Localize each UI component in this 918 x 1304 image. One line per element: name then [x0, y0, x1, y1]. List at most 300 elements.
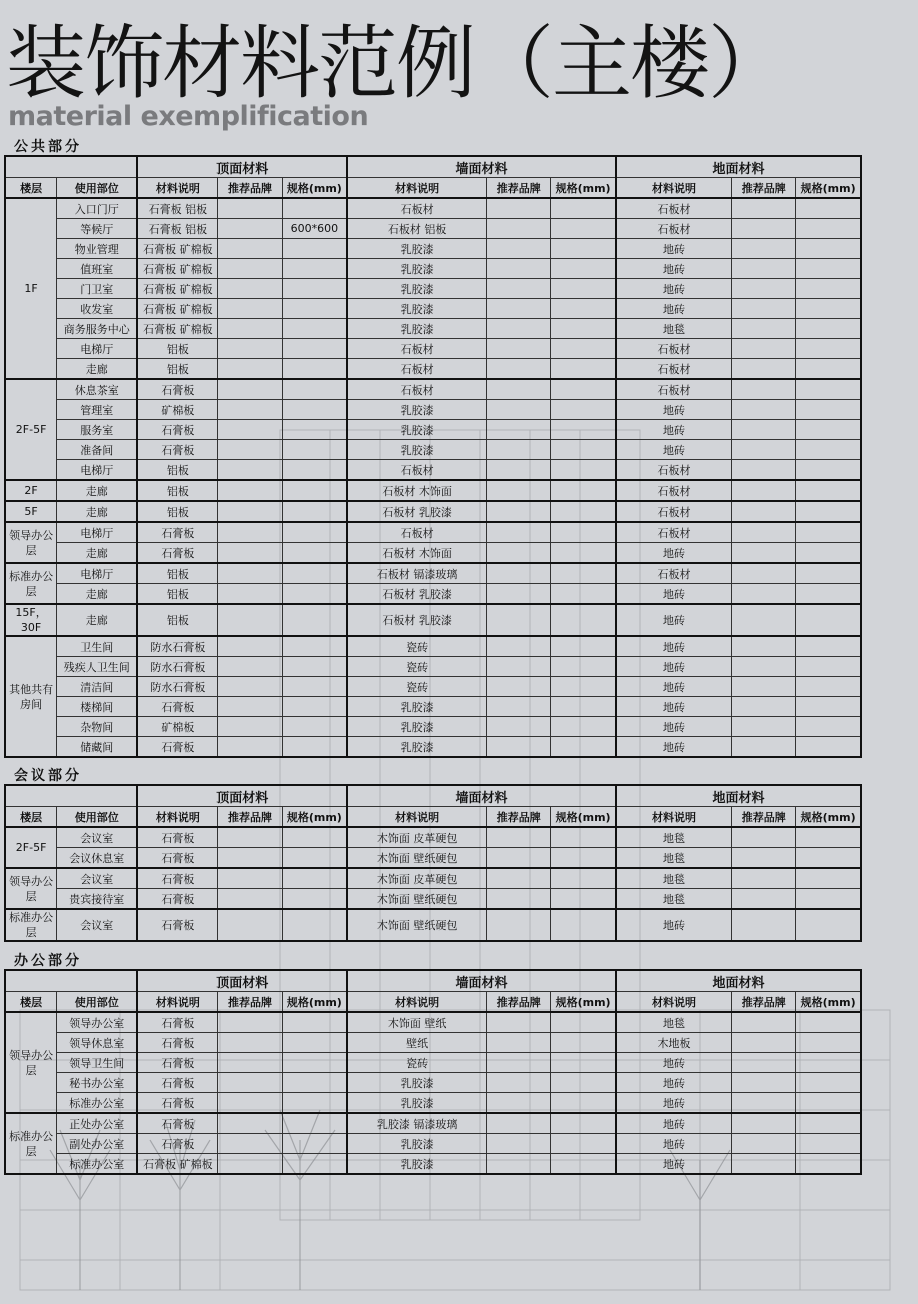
- ceiling-spec-cell: [282, 717, 347, 737]
- wall-spec-cell: [551, 1113, 616, 1134]
- wall-brand-cell: [487, 677, 551, 697]
- floor-desc-cell: 石板材: [616, 480, 732, 501]
- ceiling-desc-cell: 铝板: [137, 480, 218, 501]
- floor-spec-cell: [796, 1033, 861, 1053]
- use-cell: 走廊: [57, 584, 138, 605]
- wall-desc-cell: 乳胶漆: [347, 1073, 487, 1093]
- wall-desc-cell: 乳胶漆: [347, 717, 487, 737]
- col-floor: 楼层: [5, 178, 57, 199]
- table-row: [5, 657, 861, 677]
- wall-desc-cell: 木饰面 皮革硬包: [347, 827, 487, 848]
- col-wall-spec: 规格(mm): [551, 178, 616, 199]
- floor-cell: 领导办公层: [5, 1012, 57, 1113]
- floor-brand-cell: [732, 239, 796, 259]
- floor-spec-cell: [796, 717, 861, 737]
- table-row: [5, 460, 861, 481]
- wall-desc-cell: 乳胶漆: [347, 319, 487, 339]
- table-row: [5, 359, 861, 380]
- public-area-table: [4, 155, 862, 758]
- floor-desc-cell: 木地板: [616, 1033, 732, 1053]
- floor-desc-cell: 地毯: [616, 889, 732, 910]
- use-cell: 领导卫生间: [57, 1053, 138, 1073]
- wall-brand-cell: [487, 1073, 551, 1093]
- use-cell: 电梯厅: [57, 563, 138, 584]
- floor-brand-cell: [732, 1012, 796, 1033]
- ceiling-desc-cell: 石膏板: [137, 1134, 218, 1154]
- col-ceiling-spec: 规格(mm): [282, 992, 347, 1013]
- wall-spec-cell: [551, 319, 616, 339]
- floor-desc-cell: 地砖: [616, 1093, 732, 1114]
- use-cell: 杂物间: [57, 717, 138, 737]
- ceiling-desc-cell: 石膏板 铝板: [137, 198, 218, 219]
- ceiling-desc-cell: 石膏板: [137, 1093, 218, 1114]
- use-cell: 物业管理: [57, 239, 138, 259]
- table-row: [5, 1012, 861, 1033]
- floor-spec-cell: [796, 259, 861, 279]
- table-column-header: [5, 992, 861, 1013]
- use-cell: 电梯厅: [57, 460, 138, 481]
- col-use: 使用部位: [57, 178, 138, 199]
- floor-desc-cell: 地砖: [616, 657, 732, 677]
- ceiling-spec-cell: [282, 198, 347, 219]
- floor-desc-cell: 石板材: [616, 563, 732, 584]
- ceiling-brand-cell: [218, 339, 282, 359]
- ceiling-brand-cell: [218, 737, 282, 758]
- wall-spec-cell: [551, 1053, 616, 1073]
- wall-brand-cell: [487, 440, 551, 460]
- floor-brand-cell: [732, 604, 796, 636]
- blank-cell: [5, 156, 137, 178]
- floor-cell: 领导办公层: [5, 522, 57, 563]
- ceiling-brand-cell: [218, 563, 282, 584]
- ceiling-spec-cell: [282, 460, 347, 481]
- ceiling-spec-cell: [282, 319, 347, 339]
- table-row: [5, 319, 861, 339]
- wall-brand-cell: [487, 460, 551, 481]
- floor-spec-cell: [796, 219, 861, 239]
- floor-spec-cell: [796, 604, 861, 636]
- floor-cell: 15F，30F: [5, 604, 57, 636]
- floor-spec-cell: [796, 339, 861, 359]
- floor-brand-cell: [732, 259, 796, 279]
- wall-desc-cell: 瓷砖: [347, 1053, 487, 1073]
- wall-brand-cell: [487, 717, 551, 737]
- use-cell: 走廊: [57, 543, 138, 564]
- wall-desc-cell: 木饰面 皮革硬包: [347, 868, 487, 889]
- wall-brand-cell: [487, 889, 551, 910]
- floor-spec-cell: [796, 1012, 861, 1033]
- ceiling-desc-cell: 石膏板 矿棉板: [137, 319, 218, 339]
- ceiling-spec-cell: [282, 604, 347, 636]
- ceiling-desc-cell: 铝板: [137, 501, 218, 522]
- ceiling-spec-cell: [282, 657, 347, 677]
- wall-spec-cell: [551, 379, 616, 400]
- wall-spec-cell: [551, 636, 616, 657]
- col-floor-spec: 规格(mm): [796, 178, 861, 199]
- floor-spec-cell: [796, 584, 861, 605]
- wall-desc-cell: 乳胶漆: [347, 697, 487, 717]
- table-row: [5, 480, 861, 501]
- ceiling-brand-cell: [218, 584, 282, 605]
- wall-brand-cell: [487, 522, 551, 543]
- floor-spec-cell: [796, 543, 861, 564]
- ceiling-brand-cell: [218, 359, 282, 380]
- table-row: [5, 279, 861, 299]
- ceiling-brand-cell: [218, 400, 282, 420]
- ceiling-desc-cell: 石膏板: [137, 909, 218, 941]
- wall-desc-cell: 石板材: [347, 198, 487, 219]
- office-area-table: [4, 969, 862, 1175]
- floor-brand-cell: [732, 522, 796, 543]
- table-row: [5, 636, 861, 657]
- col-wall-desc: 材料说明: [347, 992, 487, 1013]
- wall-spec-cell: [551, 460, 616, 481]
- page-title: 装饰材料范例（主楼）: [6, 17, 786, 110]
- floor-desc-cell: 地毯: [616, 848, 732, 869]
- wall-brand-cell: [487, 543, 551, 564]
- floor-desc-cell: 地砖: [616, 717, 732, 737]
- wall-spec-cell: [551, 697, 616, 717]
- floor-brand-cell: [732, 909, 796, 941]
- ceiling-spec-cell: [282, 339, 347, 359]
- floor-brand-cell: [732, 563, 796, 584]
- use-cell: 副处办公室: [57, 1134, 138, 1154]
- ceiling-spec-cell: 600*600: [282, 219, 347, 239]
- ceiling-material-header: 顶面材料: [137, 970, 347, 992]
- wall-spec-cell: [551, 543, 616, 564]
- ceiling-material-header: 顶面材料: [137, 785, 347, 807]
- wall-spec-cell: [551, 359, 616, 380]
- table-row: [5, 604, 861, 636]
- ceiling-brand-cell: [218, 259, 282, 279]
- wall-desc-cell: 乳胶漆: [347, 400, 487, 420]
- floor-spec-cell: [796, 440, 861, 460]
- floor-spec-cell: [796, 1053, 861, 1073]
- wall-spec-cell: [551, 1033, 616, 1053]
- floor-spec-cell: [796, 460, 861, 481]
- floor-spec-cell: [796, 1073, 861, 1093]
- col-floor-desc: 材料说明: [616, 807, 732, 828]
- ceiling-desc-cell: 石膏板: [137, 1012, 218, 1033]
- floor-spec-cell: [796, 1093, 861, 1114]
- use-cell: 清洁间: [57, 677, 138, 697]
- wall-spec-cell: [551, 1154, 616, 1175]
- floor-spec-cell: [796, 522, 861, 543]
- floor-brand-cell: [732, 400, 796, 420]
- floor-desc-cell: 石板材: [616, 522, 732, 543]
- table-column-header: [5, 807, 861, 828]
- col-ceiling-spec: 规格(mm): [282, 807, 347, 828]
- col-floor-brand: 推荐品牌: [732, 807, 796, 828]
- floor-brand-cell: [732, 697, 796, 717]
- table-row: [5, 420, 861, 440]
- ceiling-spec-cell: [282, 737, 347, 758]
- ceiling-brand-cell: [218, 219, 282, 239]
- wall-material-header: 墙面材料: [347, 970, 616, 992]
- floor-spec-cell: [796, 563, 861, 584]
- ceiling-brand-cell: [218, 604, 282, 636]
- wall-brand-cell: [487, 319, 551, 339]
- ceiling-spec-cell: [282, 480, 347, 501]
- floor-brand-cell: [732, 584, 796, 605]
- ceiling-brand-cell: [218, 657, 282, 677]
- floor-desc-cell: 地砖: [616, 737, 732, 758]
- ceiling-desc-cell: 石膏板: [137, 1053, 218, 1073]
- floor-spec-cell: [796, 359, 861, 380]
- floor-desc-cell: 地砖: [616, 1073, 732, 1093]
- wall-brand-cell: [487, 848, 551, 869]
- ceiling-desc-cell: 铝板: [137, 563, 218, 584]
- ceiling-brand-cell: [218, 1053, 282, 1073]
- ceiling-spec-cell: [282, 1053, 347, 1073]
- floor-brand-cell: [732, 1113, 796, 1134]
- use-cell: 门卫室: [57, 279, 138, 299]
- floor-cell: 2F-5F: [5, 827, 57, 868]
- ceiling-spec-cell: [282, 400, 347, 420]
- col-wall-spec: 规格(mm): [551, 992, 616, 1013]
- ceiling-desc-cell: 矿棉板: [137, 717, 218, 737]
- floor-brand-cell: [732, 460, 796, 481]
- floor-desc-cell: 地砖: [616, 697, 732, 717]
- table-row: [5, 1073, 861, 1093]
- col-use: 使用部位: [57, 992, 138, 1013]
- ceiling-brand-cell: [218, 543, 282, 564]
- use-cell: 楼梯间: [57, 697, 138, 717]
- ceiling-desc-cell: 石膏板: [137, 827, 218, 848]
- wall-material-header: 墙面材料: [347, 156, 616, 178]
- floor-spec-cell: [796, 657, 861, 677]
- table-row: [5, 868, 861, 889]
- wall-spec-cell: [551, 1134, 616, 1154]
- use-cell: 会议休息室: [57, 848, 138, 869]
- floor-cell: 其他共有房间: [5, 636, 57, 757]
- ceiling-spec-cell: [282, 909, 347, 941]
- floor-desc-cell: 地毯: [616, 319, 732, 339]
- wall-desc-cell: 石板材 乳胶漆: [347, 501, 487, 522]
- wall-brand-cell: [487, 1134, 551, 1154]
- wall-desc-cell: 石板材: [347, 379, 487, 400]
- wall-spec-cell: [551, 522, 616, 543]
- wall-desc-cell: 石板材: [347, 339, 487, 359]
- wall-brand-cell: [487, 1053, 551, 1073]
- use-cell: 标准办公室: [57, 1154, 138, 1175]
- ceiling-desc-cell: 石膏板: [137, 848, 218, 869]
- wall-brand-cell: [487, 480, 551, 501]
- col-ceiling-desc: 材料说明: [137, 992, 218, 1013]
- ceiling-spec-cell: [282, 299, 347, 319]
- wall-desc-cell: 乳胶漆: [347, 239, 487, 259]
- use-cell: 等候厅: [57, 219, 138, 239]
- wall-spec-cell: [551, 239, 616, 259]
- floor-desc-cell: 地砖: [616, 604, 732, 636]
- floor-desc-cell: 地砖: [616, 440, 732, 460]
- wall-brand-cell: [487, 359, 551, 380]
- wall-brand-cell: [487, 1154, 551, 1175]
- floor-cell: 标准办公层: [5, 1113, 57, 1174]
- ceiling-brand-cell: [218, 697, 282, 717]
- wall-desc-cell: 石板材 镉漆玻璃: [347, 563, 487, 584]
- floor-cell: 1F: [5, 198, 57, 379]
- ceiling-desc-cell: 铝板: [137, 460, 218, 481]
- floor-brand-cell: [732, 636, 796, 657]
- floor-brand-cell: [732, 1093, 796, 1114]
- section-title-public: 公共部分: [14, 139, 82, 155]
- ceiling-spec-cell: [282, 239, 347, 259]
- floor-brand-cell: [732, 440, 796, 460]
- floor-brand-cell: [732, 737, 796, 758]
- wall-brand-cell: [487, 279, 551, 299]
- wall-desc-cell: 木饰面 壁纸硬包: [347, 848, 487, 869]
- table-row: [5, 1033, 861, 1053]
- floor-cell: 标准办公层: [5, 909, 57, 941]
- floor-desc-cell: 石板材: [616, 219, 732, 239]
- ceiling-desc-cell: 石膏板: [137, 868, 218, 889]
- ceiling-brand-cell: [218, 848, 282, 869]
- wall-spec-cell: [551, 480, 616, 501]
- wall-brand-cell: [487, 604, 551, 636]
- floor-desc-cell: 地砖: [616, 400, 732, 420]
- wall-spec-cell: [551, 604, 616, 636]
- wall-desc-cell: 乳胶漆: [347, 420, 487, 440]
- floor-brand-cell: [732, 1134, 796, 1154]
- wall-brand-cell: [487, 697, 551, 717]
- wall-desc-cell: 石板材 乳胶漆: [347, 584, 487, 605]
- table-row: [5, 677, 861, 697]
- table-group-header: [5, 785, 861, 807]
- col-ceiling-spec: 规格(mm): [282, 178, 347, 199]
- floor-desc-cell: 地砖: [616, 279, 732, 299]
- floor-desc-cell: 地砖: [616, 259, 732, 279]
- use-cell: 贵宾接待室: [57, 889, 138, 910]
- blank-cell: [5, 785, 137, 807]
- ceiling-brand-cell: [218, 480, 282, 501]
- table-row: [5, 1154, 861, 1175]
- col-ceiling-desc: 材料说明: [137, 807, 218, 828]
- floor-desc-cell: 地砖: [616, 909, 732, 941]
- ceiling-brand-cell: [218, 319, 282, 339]
- table-row: [5, 440, 861, 460]
- ceiling-brand-cell: [218, 299, 282, 319]
- ceiling-desc-cell: 防水石膏板: [137, 677, 218, 697]
- wall-desc-cell: 石板材 木饰面: [347, 480, 487, 501]
- floor-brand-cell: [732, 868, 796, 889]
- use-cell: 残疾人卫生间: [57, 657, 138, 677]
- wall-spec-cell: [551, 198, 616, 219]
- ceiling-spec-cell: [282, 1033, 347, 1053]
- ceiling-spec-cell: [282, 889, 347, 910]
- table-row: [5, 848, 861, 869]
- wall-desc-cell: 乳胶漆: [347, 1134, 487, 1154]
- col-wall-desc: 材料说明: [347, 178, 487, 199]
- floor-brand-cell: [732, 657, 796, 677]
- wall-desc-cell: 石板材 铝板: [347, 219, 487, 239]
- wall-spec-cell: [551, 737, 616, 758]
- table-row: [5, 339, 861, 359]
- use-cell: 秘书办公室: [57, 1073, 138, 1093]
- ceiling-brand-cell: [218, 501, 282, 522]
- wall-brand-cell: [487, 636, 551, 657]
- wall-desc-cell: 乳胶漆: [347, 737, 487, 758]
- wall-brand-cell: [487, 420, 551, 440]
- wall-spec-cell: [551, 420, 616, 440]
- use-cell: 值班室: [57, 259, 138, 279]
- ceiling-brand-cell: [218, 1033, 282, 1053]
- ceiling-brand-cell: [218, 1113, 282, 1134]
- wall-desc-cell: 木饰面 壁纸硬包: [347, 909, 487, 941]
- ceiling-spec-cell: [282, 584, 347, 605]
- floor-brand-cell: [732, 480, 796, 501]
- wall-spec-cell: [551, 563, 616, 584]
- ceiling-desc-cell: 石膏板 铝板: [137, 219, 218, 239]
- floor-cell: 5F: [5, 501, 57, 522]
- floor-spec-cell: [796, 400, 861, 420]
- use-cell: 卫生间: [57, 636, 138, 657]
- wall-spec-cell: [551, 440, 616, 460]
- ceiling-brand-cell: [218, 198, 282, 219]
- col-wall-desc: 材料说明: [347, 807, 487, 828]
- floor-desc-cell: 地砖: [616, 239, 732, 259]
- floor-desc-cell: 石板材: [616, 339, 732, 359]
- col-use: 使用部位: [57, 807, 138, 828]
- floor-desc-cell: 地砖: [616, 1113, 732, 1134]
- floor-desc-cell: 地砖: [616, 543, 732, 564]
- wall-desc-cell: 乳胶漆: [347, 1154, 487, 1175]
- page-subtitle: material exemplification: [8, 101, 369, 132]
- wall-brand-cell: [487, 868, 551, 889]
- floor-spec-cell: [796, 636, 861, 657]
- wall-brand-cell: [487, 239, 551, 259]
- floor-brand-cell: [732, 219, 796, 239]
- wall-desc-cell: 石板材: [347, 460, 487, 481]
- wall-desc-cell: 石板材: [347, 359, 487, 380]
- col-ceiling-brand: 推荐品牌: [218, 992, 282, 1013]
- ceiling-spec-cell: [282, 259, 347, 279]
- ceiling-spec-cell: [282, 1134, 347, 1154]
- floor-desc-cell: 地砖: [616, 584, 732, 605]
- wall-spec-cell: [551, 1012, 616, 1033]
- ceiling-desc-cell: 石膏板 矿棉板: [137, 299, 218, 319]
- use-cell: 会议室: [57, 909, 138, 941]
- floor-desc-cell: 石板材: [616, 379, 732, 400]
- ceiling-spec-cell: [282, 677, 347, 697]
- ceiling-spec-cell: [282, 827, 347, 848]
- wall-brand-cell: [487, 1093, 551, 1114]
- floor-desc-cell: 地毯: [616, 868, 732, 889]
- table-row: [5, 909, 861, 941]
- table-group-header: [5, 156, 861, 178]
- wall-desc-cell: 石板材: [347, 522, 487, 543]
- floor-spec-cell: [796, 239, 861, 259]
- ceiling-desc-cell: 石膏板 矿棉板: [137, 259, 218, 279]
- use-cell: 商务服务中心: [57, 319, 138, 339]
- col-floor: 楼层: [5, 807, 57, 828]
- ceiling-spec-cell: [282, 1154, 347, 1175]
- use-cell: 入口门厅: [57, 198, 138, 219]
- ceiling-brand-cell: [218, 1154, 282, 1175]
- wall-brand-cell: [487, 657, 551, 677]
- ceiling-desc-cell: 石膏板 矿棉板: [137, 279, 218, 299]
- wall-brand-cell: [487, 379, 551, 400]
- wall-spec-cell: [551, 501, 616, 522]
- wall-material-header: 墙面材料: [347, 785, 616, 807]
- use-cell: 会议室: [57, 827, 138, 848]
- col-floor-spec: 规格(mm): [796, 992, 861, 1013]
- col-ceiling-brand: 推荐品牌: [218, 807, 282, 828]
- floor-brand-cell: [732, 1033, 796, 1053]
- wall-spec-cell: [551, 677, 616, 697]
- table-row: [5, 501, 861, 522]
- ceiling-spec-cell: [282, 420, 347, 440]
